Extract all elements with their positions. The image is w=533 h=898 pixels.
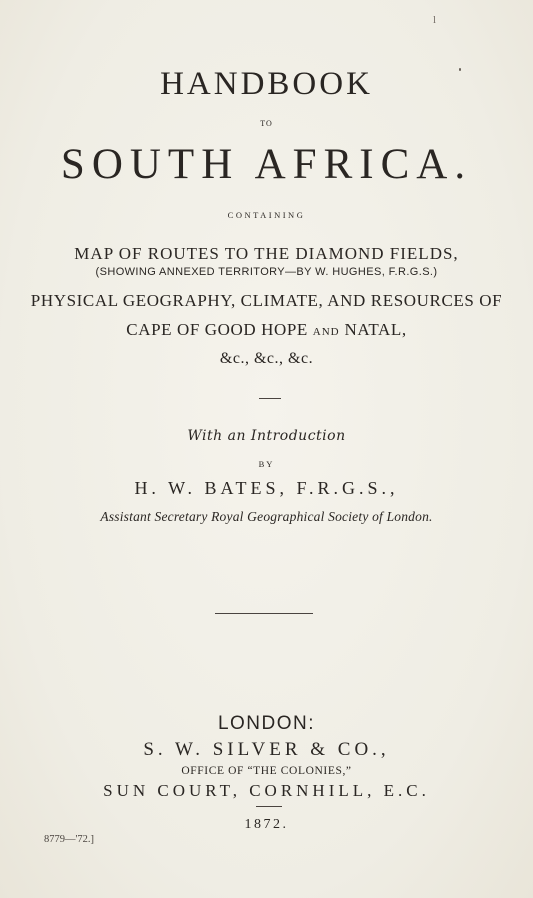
contents-heading: CONTAINING xyxy=(227,210,306,220)
corner-pencil-mark: l xyxy=(433,14,437,26)
title-subject: SOUTH AFRICA. xyxy=(60,141,473,188)
introduction-by: BY xyxy=(258,459,275,469)
author-affiliation: Assistant Secretary Royal Geographical Society of London. xyxy=(100,509,433,524)
contents-cape-line xyxy=(0,319,533,343)
introduction-label: With an Introduction xyxy=(187,428,346,444)
contents-etc-line: &c., &c., &c. xyxy=(219,350,314,367)
contents-annexed-line: (SHOWING ANNEXED TERRITORY—BY W. HUGHES, F.R.G.S.) xyxy=(95,266,438,278)
divider-long xyxy=(215,613,313,614)
imprint-address: SUN COURT, CORNHILL, E.C. xyxy=(103,781,430,800)
contents-physical-line: PHYSICAL GEOGRAPHY, CLIMATE, AND RESOURCES OF xyxy=(30,291,503,310)
catalogue-mark: 8779—'72.] xyxy=(44,834,95,845)
imprint-year: 1872. xyxy=(244,817,289,832)
title-to: TO xyxy=(260,119,273,128)
title-main: HANDBOOK xyxy=(160,66,373,102)
imprint-city: LONDON: xyxy=(217,713,316,734)
cape-part-one: CAPE OF GOOD HOPE xyxy=(126,320,308,339)
imprint-office: OFFICE OF “THE COLONIES,” xyxy=(181,765,352,777)
contents-map-line: MAP OF ROUTES TO THE DIAMOND FIELDS, xyxy=(74,244,459,263)
imprint-publisher: S. W. SILVER & CO., xyxy=(143,739,390,760)
author-name: H. W. BATES, F.R.G.S., xyxy=(134,478,399,498)
cape-part-two: NATAL, xyxy=(344,320,407,339)
divider-year xyxy=(256,806,282,807)
cape-and: AND xyxy=(312,326,340,338)
divider-short xyxy=(259,398,281,399)
